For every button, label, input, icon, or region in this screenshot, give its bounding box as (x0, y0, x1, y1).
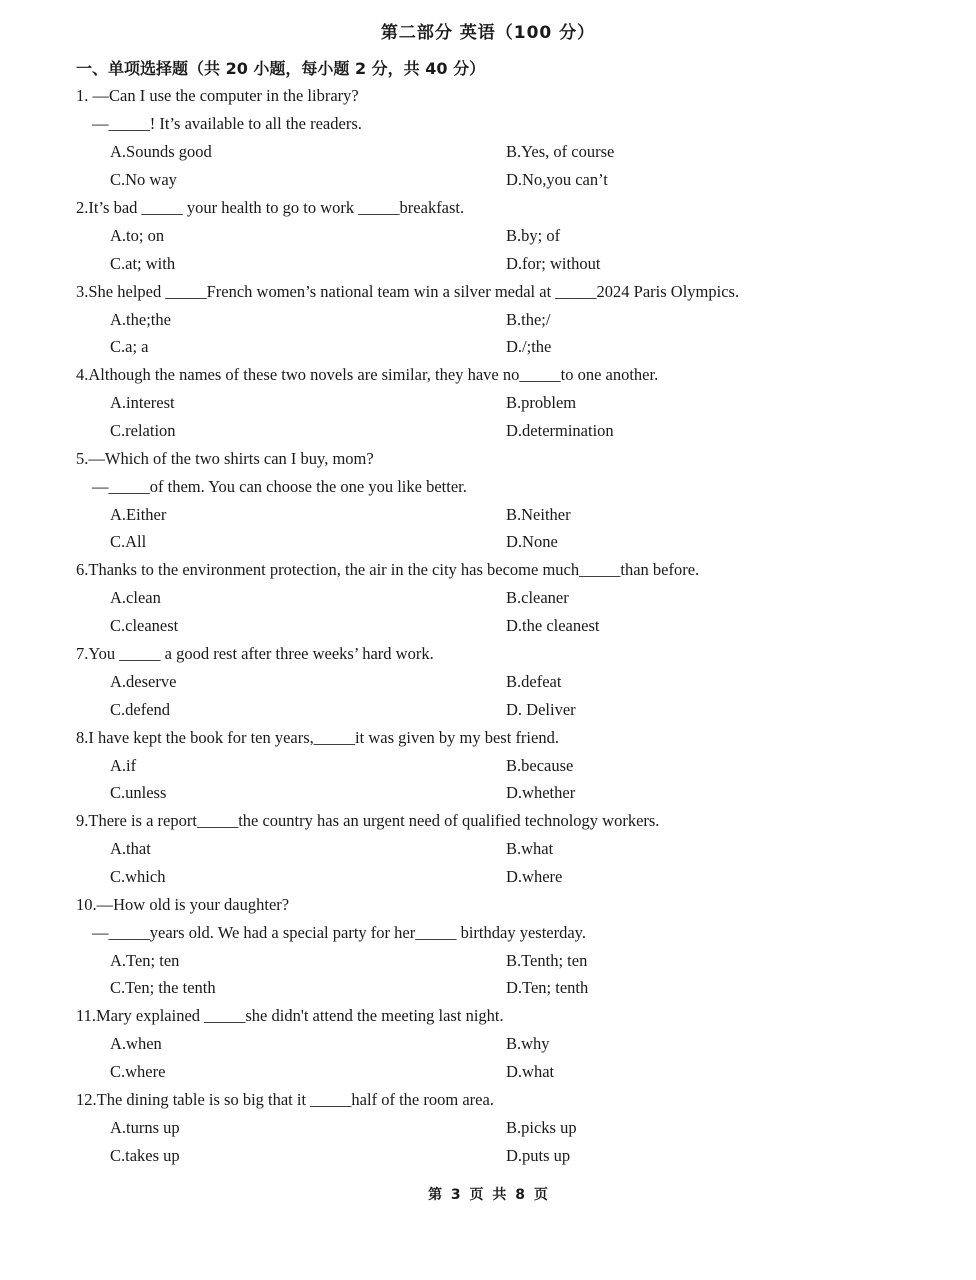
question-6-option-d: D.the cleanest (506, 616, 600, 635)
question-11-option-a: A.when (110, 1034, 162, 1053)
question-9-option-a: A.that (110, 839, 151, 858)
question-10-option-d: D.Ten; tenth (506, 978, 589, 997)
question-7-stem: 7.You _____ a good rest after three weeks’ hard work. (76, 644, 434, 663)
question-3-stem: 3.She helped _____French women’s national team win a silver medal at _____2024 Paris Olympics. (76, 282, 740, 301)
question-10-option-a: A.Ten; ten (110, 951, 180, 970)
question-1-option-b: B.Yes, of course (506, 142, 615, 161)
question-4-option-b: B.problem (506, 393, 577, 412)
question-3-option-c: C.a; a (110, 337, 149, 356)
question-4-option-d: D.determination (506, 421, 614, 440)
question-5-option-c: C.All (110, 532, 147, 551)
question-6-option-c: C.cleanest (110, 616, 179, 635)
question-11-stem: 11.Mary explained _____she didn't attend the meeting last night. (76, 1006, 504, 1025)
question-3-option-a: A.the;the (110, 310, 171, 329)
question-1-option-c: C.No way (110, 170, 177, 189)
question-12-option-d: D.puts up (506, 1146, 571, 1165)
question-12-option-b: B.picks up (506, 1118, 577, 1137)
question-4-option-c: C.relation (110, 421, 176, 440)
question-2-stem: 2.It’s bad _____ your health to go to work _____breakfast. (76, 198, 465, 217)
question-10-option-c: C.Ten; the tenth (110, 978, 216, 997)
section-title: 一、单项选择题（共 20 小题，每小题 2 分，共 40 分） (76, 59, 486, 78)
question-4-option-a: A.interest (110, 393, 175, 412)
question-9-option-d: D.where (506, 867, 563, 886)
question-2-option-b: B.by; of (506, 226, 561, 245)
question-8-option-a: A.if (110, 756, 137, 775)
question-6-option-b: B.cleaner (506, 588, 569, 607)
part-title: 第二部分 英语（100 分） (380, 23, 596, 43)
question-3-option-d: D./;the (506, 337, 552, 356)
question-5-option-a: A.Either (110, 505, 167, 524)
question-8-option-d: D.whether (506, 783, 576, 802)
question-5-stem: 5.—Which of the two shirts can I buy, mom? (76, 449, 374, 468)
question-2-option-c: C.at; with (110, 254, 176, 273)
question-2-option-d: D.for; without (506, 254, 601, 273)
question-6-option-a: A.clean (110, 588, 161, 607)
question-7-option-d: D. Deliver (506, 700, 576, 719)
question-10-stem: 10.—How old is your daughter? (76, 895, 290, 914)
question-5-option-b: B.Neither (506, 505, 571, 524)
question-12-option-c: C.takes up (110, 1146, 180, 1165)
question-7-option-a: A.deserve (110, 672, 177, 691)
question-1-reply: —_____! It’s available to all the readers. (92, 114, 362, 133)
question-11-option-b: B.why (506, 1034, 550, 1053)
question-8-option-b: B.because (506, 756, 574, 775)
question-1-option-a: A.Sounds good (110, 142, 212, 161)
question-7-option-c: C.defend (110, 700, 171, 719)
question-9-option-c: C.which (110, 867, 166, 886)
question-2-option-a: A.to; on (110, 226, 165, 245)
question-11-option-d: D.what (506, 1062, 555, 1081)
question-12-stem: 12.The dining table is so big that it _____half of the room area. (76, 1090, 494, 1109)
question-11-option-c: C.where (110, 1062, 166, 1081)
question-7-option-b: B.defeat (506, 672, 562, 691)
question-10-reply: —_____years old. We had a special party for her_____ birthday yesterday. (92, 923, 586, 942)
question-5-option-d: D.None (506, 532, 558, 551)
question-10-option-b: B.Tenth; ten (506, 951, 588, 970)
question-1-option-d: D.No,you can’t (506, 170, 608, 189)
question-12-option-a: A.turns up (110, 1118, 180, 1137)
question-9-option-b: B.what (506, 839, 554, 858)
question-4-stem: 4.Although the names of these two novels are similar, they have no_____to one another. (76, 365, 659, 384)
question-9-stem: 9.There is a report_____the country has an urgent need of qualified technology workers. (76, 811, 660, 830)
question-3-option-b: B.the;/ (506, 310, 551, 329)
question-5-reply: —_____of them. You can choose the one you like better. (92, 477, 467, 496)
question-1-stem: 1. —Can I use the computer in the library? (76, 86, 359, 105)
question-8-stem: 8.I have kept the book for ten years,_____it was given by my best friend. (76, 728, 559, 747)
page-number-footer: 第 3 页 共 8 页 (428, 1187, 548, 1203)
question-6-stem: 6.Thanks to the environment protection, the air in the city has become much_____than before. (76, 560, 700, 579)
question-8-option-c: C.unless (110, 783, 167, 802)
